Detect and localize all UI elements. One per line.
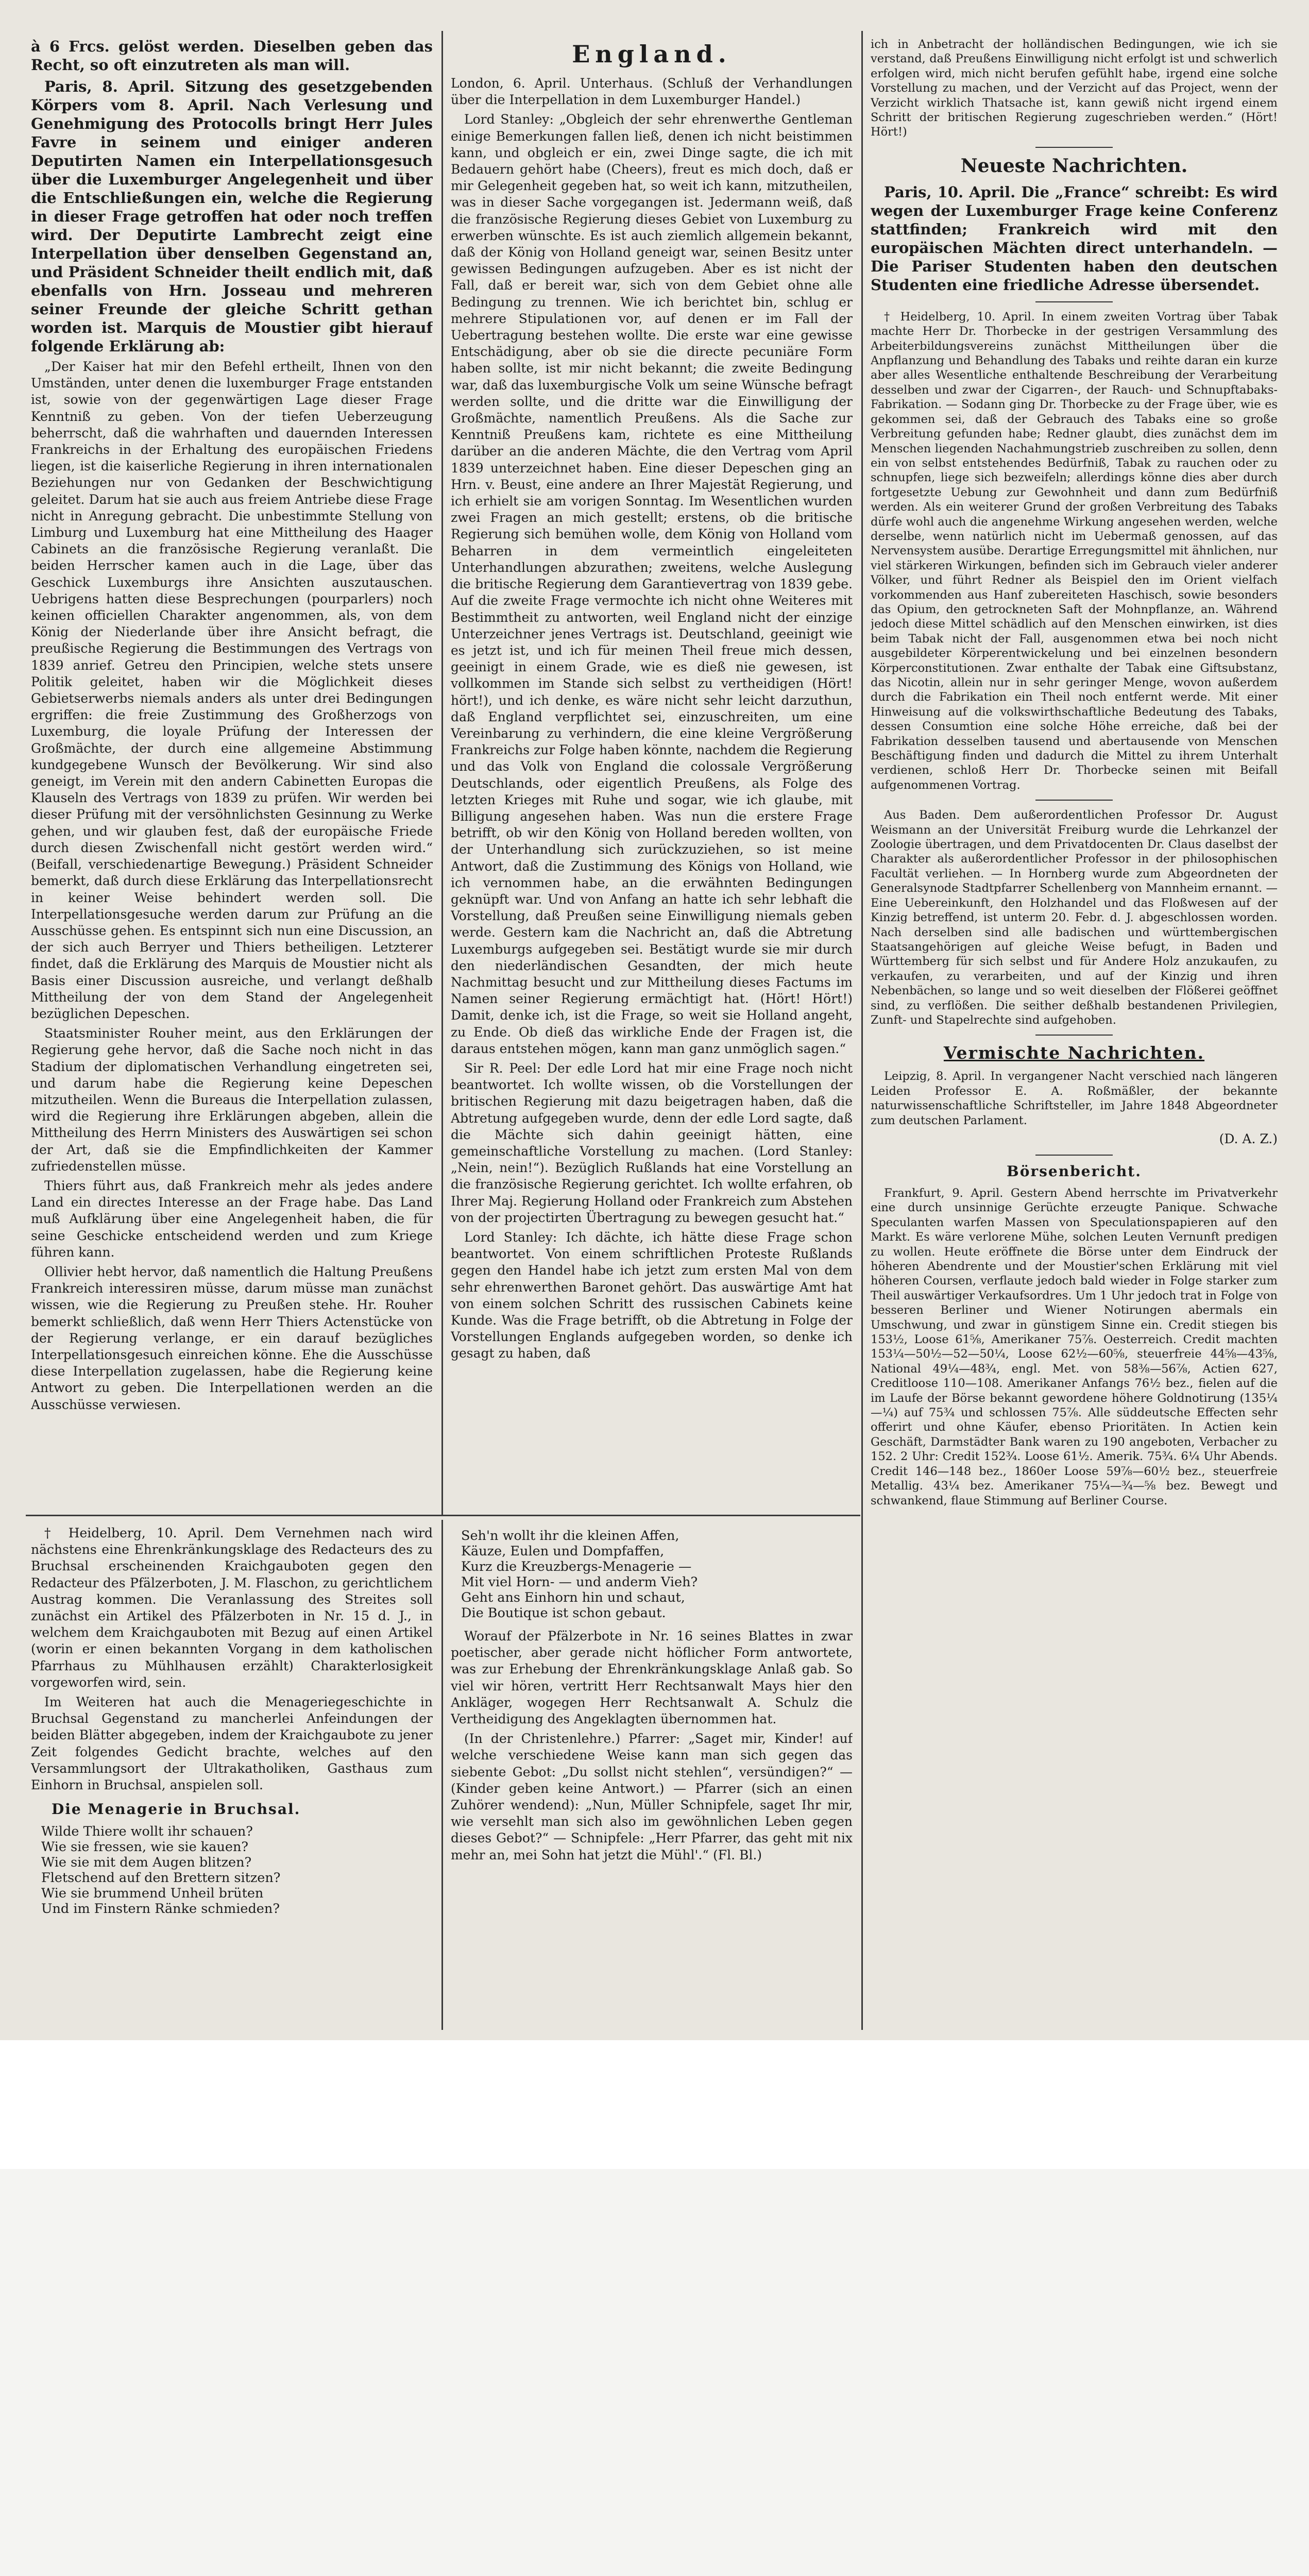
divider xyxy=(1035,1035,1113,1036)
article-paragraph: Sir R. Peel: Der edle Lord hat mir eine Frage noch nicht beantwortet. Ich wollte wissen, ob die Vorstellungen der britischen Regierung mit dazu beigetragen haben, daß die Abtretung aufgegeben wurde, denn der edle Lord sagte, daß die Mächte sich dahin geeinigt hätten, eine gemeinschaftliche Vorstellung zu machen. (Lord Stanley: „Nein, nein!“). Bezüglich Rußlands hat eine Vorstellung an die französische Regierung gerichtet. Ich wollte erfahren, ob Ihrer Maj. Regierung Holland oder Frankreich zum Abstehen von der projectirten Übertragung zu bewegen gesucht hat.“ xyxy=(451,1060,853,1225)
column-rule xyxy=(861,31,863,2030)
article-paragraph: (In der Christenlehre.) Pfarrer: „Saget mir, Kinder! auf welche verschiedene Weise kann man sich gegen das siebente Gebot: „Du sollst nicht stehlen“, versündigen?“ — (Kinder geben keine Antwort.) — Pfarrer (sich an einen Zuhörer wendend): „Nun, Müller Schnipfele, saget Ihr mir, wie versehlt man sich also im gewöhnlichen Leben gegen dieses Gebot?“ — Schnipfele: „Herr Pfarrer, das geht mit nix mehr an, mei Sohn hat jetzt die Mühl'.“ (Fl. Bl.) xyxy=(451,1731,853,1862)
column-left xyxy=(31,37,433,1505)
paris-news-paragraph: Paris, 10. April. Die „France“ schreibt: Es wird wegen der Luxemburger Frage keine Conferenz stattfinden; Frankreich wird mit den europäischen Mächten direct unterhandeln. — Die Pariser Studenten haben den deutschen Studenten eine friedliche Adresse übersendet. xyxy=(871,183,1278,294)
frankfurt-boerse-paragraph: Frankfurt, 9. April. Gestern Abend herrschte im Privatverkehr eine durch unsinnige Gerüchte erzeugte Panique. Schwache Speculanten warfen Massen von Speculationspapieren auf den Markt. Es wäre verlorene Mühe, solchen Leuten Vernunft predigen zu wollen. Heute eröffnete die Börse unter dem Eindruck der höheren Abendrente und der Moustier'schen Erklärung mit viel höheren Coursen, verflaute jedoch bald wieder in Folge starker zum Theil auswärtiger Verkaufsordres. Um 1 Uhr jedoch trat in Folge von besseren Berliner und Wiener Notirungen abermals ein Umschwung, und zwar in günstigem Sinne ein. Credit stiegen bis 153½, Loose 61⅝, Amerikaner 75⅞. Oesterreich. Credit machten 153¼—50½—52—50¼, Loose 62½—60⅝, steuerfreie 44⅝—43⅝, National 49¼—48¾, engl. Met. von 58⅜—56⅞, Actien 627, Creditloose 110—108. Amerikaner Anfangs 76½ bez., fielen auf die im Laufe der Börse bekannt gewordene höhere Goldnotirung (135¼—¼) auf 75¾ und schlossen 75⅞. Alle süddeutsche Effecten sehr offerirt und ohne Käufer, ebenso Prioritäten. In Actien kein Geschäft, Darmstädter Bank waren zu 190 angeboten, Verbacher zu 152. 2 Uhr: Credit 152¾. Loose 61½. Amerik. 75¾. 6¼ Uhr Abends. Credit 146—148 bez., 1860er Loose 59⅞—60½ bez., steuerfreie Metallig. 43¼ bez. Amerikaner 75¼—¾—⅝ bez. Bewegt und schwankend, flaue Stimmung auf Berliner Course. xyxy=(871,1186,1278,1507)
boersenbericht-heading: Börsenbericht. xyxy=(1007,1162,1142,1180)
poem-line: Kurz die Kreuzbergs-Menagerie — xyxy=(461,1559,692,1574)
article-paragraph: Lord Stanley: „Obgleich der sehr ehrenwerthe Gentleman einige Bemerkungen fallen ließ, denen ich nicht beistimmen kann, und obgleich er ein, zwei Dinge sagte, die ich mit Bedauern gehört habe (Cheers), freut es mich doch, daß er mir Gelegenheit gegeben hat, so weit ich kann, mitzutheilen, was in dieser Sache vorgegangen ist. Jedermann weiß, daß die französische Regierung dieses Gebiet von Luxemburg zu erwerben wünschte. Es ist auch ziemlich allgemein bekannt, daß der König von Holland geneigt war, seinen Besitz unter gewissen Bedingungen aufzugeben. Aber es ist nicht der Fall, daß er bereit war, sich von dem Gebiet ohne alle Bedingung zu trennen. Wie ich berichtet bin, schlug er mehrere Stipulationen vor, auf denen er im Fall der Uebertragung bestehen wollte. Die erste war eine gewisse Entschädigung, aber ob sie die directe pecuniäre Form haben sollte, ist mir nicht bekannt; die zweite Bedingung war, daß das luxemburgische Volk um seine Wünsche befragt werden sollte, und die dritte war die Einwilligung der Großmächte, namentlich Preußens. Als die Sache zur Kenntniß Preußens kam, richtete es eine Mittheilung darüber an die anderen Mächte, die den Vertrag vom April 1839 unterzeichnet haben. Eine dieser Depeschen ging an Hrn. v. Beust, eine andere an Ihrer Majestät Regierung, und ich erhielt sie am vorigen Sonntag. Im Wesentlichen wurden zwei Fragen an mich gestellt; erstens, ob die britische Regierung sich bemühen wolle, dem König von Holland vom Beharren in dem vermeintlich eingeleiteten Unterhandlungen abzurathen; zweitens, welche Auslegung die britische Regierung dem Garantievertrag von 1839 gebe. Auf die zweite Frage vermochte ich nicht ohne Weiteres mit Bestimmtheit zu antworten, weil England nicht der einzige Unterzeichner jenes Vertrags ist. Deutschland, geeinigt wie es jetzt ist, und ich für meinen Theil freue mich dessen, geeinigt in einem Grade, wie es dieß nie gewesen, ist vollkommen im Stande sich selbst zu vertheidigen (Hört! hört!), und ich denke, es wäre nicht sehr leicht darzuthun, daß England verpflichtet sei, einzuschreiten, um eine Vereinbarung zu verhindern, die eine kleine Vergrößerung Frankreichs zur Folge haben könnte, nachdem die Regierung und das Volk von England die colossale Vergrößerung Deutschlands, oder eigentlich Preußens, als Folge des letzten Krieges mit Ruhe und sogar, wie ich glaube, mit Billigung angesehen haben. Was nun die erstere Frage betrifft, ob wir den König von Holland bereden wollten, von der Unterhandlung sich zurückzuziehen, so ist meine Antwort, daß die Zustimmung des Königs von Holland, wie ich vernommen habe, an die erwähnten Bedingungen geknüpft war. Und von Anfang an hatte ich sehr lebhaft die Vorstellung, daß Preußen seine Einwilligung niemals geben werde. Gestern kam die Nachricht an, daß die Abtretung Luxemburgs aufgegeben sei. Bestätigt wurde sie mir durch den niederländischen Gesandten, der mich heute Nachmittag besucht und zur Mittheilung dieses Factums im Namen seiner Regierung ermächtigt hat. (Hört! Hört!) Damit, denke ich, ist die Frage, so weit sie Holland angeht, zu Ende. Ob dieß das wirkliche Ende der Fragen ist, die daraus entstehen mögen, kann man ganz unmöglich sagen.“ xyxy=(451,112,853,1056)
leipzig-paragraph: Leipzig, 8. April. In vergangener Nacht verschied nach längeren Leiden Professor E. A. Roßmäßler, der bekannte naturwissenschaftliche Schriftsteller, im Jahre 1848 Abgeordneter zum deutschen Parlament. xyxy=(871,1070,1278,1127)
column-middle xyxy=(451,37,853,1505)
divider xyxy=(1035,301,1113,302)
footer xyxy=(0,2040,1309,2169)
article-paragraph: Paris, 8. April. Sitzung des gesetzgebenden Körpers vom 8. April. Nach Verlesung und Genehmigung des Protocolls bringt Herr Jules Favre in seinem und einiger anderen Deputirten Namen ein Interpellationsgesuch über die Luxemburger Angelegenheit und über die Entschließungen ein, welche die Regierung in dieser Frage getroffen hat oder noch treffen wird. Der Deputirte Lambrecht zeigt eine Interpellation über denselben Gegenstand an, und Präsident Schneider theilt endlich mit, daß ebenfalls von Hrn. Josseau und mehreren seiner Freunde der gleiche Schritt gethan worden ist. Marquis de Moustier gibt hierauf folgende Erklärung ab: xyxy=(31,78,433,355)
divider xyxy=(1035,1155,1113,1156)
poem-line: Käuze, Eulen und Dompfaffen, xyxy=(461,1544,665,1559)
poem-line: Geht ans Einhorn hin und schaut, xyxy=(461,1590,685,1605)
poem-line: Wie sie brummend Unheil brüten xyxy=(41,1886,264,1902)
column-right xyxy=(871,37,1278,2021)
divider xyxy=(1035,800,1113,801)
poem-line: Die Boutique ist schon gebaut. xyxy=(461,1605,666,1621)
poem-line: Wie sie fressen, wie sie kauen? xyxy=(41,1839,249,1855)
baden-paragraph: Aus Baden. Dem außerordentlichen Professor Dr. August Weismann an der Universität Freiburg wurde die Lehrkanzel der Zoologie übertragen, und dem Privatdocenten Dr. Claus daselbst der Charakter als außerordentlicher Professor in der philosophischen Facultät verliehen. — In Hornberg wurde zum Abgeordneten der Generalsynode Stadtpfarrer Schellenberg von Mannheim ernannt. — Eine Uebereinkunft, den Holzhandel und das Floßwesen auf der Kinzig betreffend, ist unterm 20. Febr. d. J. abgeschlossen worden. Nach derselben sind alle badischen und württembergischen Staatsangehörigen auf gleiche Weise befugt, in Baden und Württemberg für sich selbst und für Andere Holz anzukaufen, zu verkaufen, zu verarbeiten, und auf der Kinzig und ihren Nebenbächen, so lange und so weit dieselben der Flößerei geöffnet sind, zu verflößen. Die seither deßhalb bestandenen Privilegien, Zunft- und Stapelrechte sind aufgehoben. xyxy=(871,808,1278,1027)
poem-line: Wilde Thiere wollt ihr schauen? xyxy=(41,1824,253,1840)
england-heading: England. xyxy=(572,40,732,68)
lower-left-column xyxy=(31,1525,433,2030)
heidelberg-tabak-paragraph: † Heidelberg, 10. April. In einem zweiten Vortrag über Tabak machte Herr Dr. Thorbecke in der gestrigen Versammlung des Arbeiterbildungsvereins zunächst Mittheilungen über die Anpflanzung und Behandlung des Tabaks und reihte daran ein kurze aber alles Wesentliche enthaltende Beschreibung der Verarbeitung desselben und zwar der Cigarren-, der Rauch- und Schnupftabaks-Fabrikation. — Sodann ging Dr. Thorbecke zu der Frage über, wie es gekommen sei, daß der Gebrauch des Tabaks eine so große Verbreitung gefunden habe; Redner glaubt, dies zunächst dem im Menschen liegenden Nachahmungstrieb zuschreiben zu sollen, denn ein von selbst entstehendes Bedürfniß, Tabak zu rauchen oder zu schnupfen, liege sich bezweifeln; allerdings könne dies aber durch fortgesetzte Uebung zur Gewohnheit und dann zum Bedürfniß werden. Als ein weiterer Grund der großen Verbreitung des Tabaks dürfe wohl auch die angenehme Wirkung angesehen werden, welche derselbe, wenn natürlich nicht im Uebermaß genossen, auf das Nervensystem ausübe. Derartige Erregungsmittel mit ähnlichen, nur viel stärkeren Wirkungen, befinden sich im Gebrauch vieler anderer Völker, und führt Redner als Beispiel den im Orient vielfach vorkommenden aus Hanf zubereiteten Haschisch, sowie besonders das Opium, den getrockneten Saft der Mohnpflanze, an. Während jedoch diese Mittel schädlich auf den Menschen einwirken, ist dies beim Tabak nicht der Fall, ausgenommen etwa bei noch nicht ausgebildeter Körperentwickelung und bei einzelnen besondern Körperconstitutionen. Zwar enthalte der Tabak eine Giftsubstanz, das Nicotin, allein nur in sehr geringer Menge, wovon außerdem durch die Fabrikation ein Theil noch entfernt werde. Mit einer Hinweisung auf die volkswirthschaftliche Bedeutung des Tabaks, dessen Consumtion eine solche Höhe erreiche, daß bei der Fabrikation desselben tausend und abertausende von Menschen Beschäftigung finden und dadurch die Mittel zu ihrem Unterhalt verdienen, schloß Herr Dr. Thorbecke seinen mit Beifall aufgenommenen Vortrag. xyxy=(871,310,1278,792)
poem-line: Seh'n wollt ihr die kleinen Affen, xyxy=(461,1528,679,1544)
vermischte-nachrichten-heading: Vermischte Nachrichten. xyxy=(943,1043,1205,1063)
column-rule xyxy=(441,31,443,1515)
article-paragraph: Lord Stanley: Ich dächte, ich hätte diese Frage schon beantwortet. Von einem schriftlichen Proteste Rußlands gegen den Handel habe ich jetzt zum ersten Mal von dem sehr ehrenwerthen Baronet gehört. Das auswärtige Amt hat von einem solchen Schritt des russischen Cabinets keine Kunde. Was die Frage betrifft, ob die Abtretung in Folge der Vorstellungen Englands aufgegeben worden, so denke ich gesagt zu haben, daß xyxy=(451,1230,853,1361)
article-paragraph: Thiers führt aus, daß Frankreich mehr als jedes andere Land ein directes Interesse an der Frage habe. Das Land muß Aufklärung über eine Angelegenheit haben, die für seine Geschicke entscheidend werden und zum Kriege führen kann. xyxy=(31,1178,433,1260)
poem-line: Mit viel Horn- — und anderm Vieh? xyxy=(461,1574,698,1590)
poem-title: Die Menagerie in Bruchsal. xyxy=(52,1801,301,1818)
article-paragraph: † Heidelberg, 10. April. Dem Vernehmen nach wird nächstens eine Ehrenkränkungsklage des Redacteurs des zu Bruchsal erscheinenden Kraichgauboten gegen den Redacteur des Pfälzerboten, J. M. Flaschon, zu gerichtlichem Austrag kommen. Die Veranlassung des Streites soll zunächst ein Artikel des Pfälzerboten in Nr. 15 d. J., in welchem dem Kraichgauboten mit Bezug auf einen Artikel (worin er einen bekannten Vorgang in dem katholischen Pfarrhaus zu Mühlhausen erzählt) Charakterlosigkeit vorgeworfen wird, sein. xyxy=(31,1526,433,1690)
poem-line: Und im Finstern Ränke schmieden? xyxy=(41,1901,280,1917)
poem-line: Wie sie mit dem Augen blitzen? xyxy=(41,1855,252,1871)
article-paragraph: Im Weiteren hat auch die Menageriegeschichte in Bruchsal Gegenstand zu mancherlei Anfeindungen der beiden Blätter abgegeben, indem der Kraichgaubote zu jener Zeit folgendes Gedicht brachte, welches auf den Versammlungsort der Ultrakatholiken, Gasthaus zum Einhorn in Bruchsal, anspielen soll. xyxy=(31,1694,433,1793)
divider xyxy=(1035,147,1113,148)
england-continuation: ich in Anbetracht der holländischen Bedingungen, wie ich sie verstand, daß Preußens Einwilligung nicht erfolgt ist und schwerlich erfolgen wird, mich nicht berufen gefühlt habe, irgend eine solche Vorstellung zu machen, und der Verzicht auf das Project, wenn der Verzicht wirklich Thatsache ist, kann gewiß nicht irgend einem Schritt der britischen Regierung zugeschrieben werden.“ (Hört! Hört!) xyxy=(871,38,1278,139)
article-paragraph: Ollivier hebt hervor, daß namentlich die Haltung Preußens Frankreich interessiren müsse, darum müsse man zunächst wissen, wie die Regierung zu Preußen stehe. Hr. Rouher bemerkt schließlich, daß wenn Herr Thiers Actenstücke von der Regierung verlange, er ein darauf bezügliches Interpellationsgesuch einreichen könne. Ehe die Ausschüsse diese Interpellation zugelassen, habe die Regierung keine Antwort zu geben. Die Interpellationen werden an die Ausschüsse verwiesen. xyxy=(31,1264,433,1412)
poem-stanza-2 xyxy=(461,1528,853,1621)
lower-middle-column xyxy=(451,1525,853,2030)
source-signature: (D. A. Z.) xyxy=(1219,1131,1278,1146)
neueste-nachrichten-heading: Neueste Nachrichten. xyxy=(960,155,1188,177)
section-rule xyxy=(26,1515,860,1516)
column-rule xyxy=(441,1520,443,2030)
england-body xyxy=(451,75,853,1362)
article-paragraph: Worauf der Pfälzerbote in Nr. 16 seines Blattes in zwar poetischer, aber gerade nicht höflicher Form antwortete, was zur Erhebung der Ehrenkränkungsklage Anlaß gab. So viel wir hören, vertritt Herr Rechtsanwalt Mays hier den Ankläger, wogegen Herr Rechtsanwalt A. Schulz die Vertheidigung des Angeklagten übernommen hat. xyxy=(451,1629,853,1727)
article-paragraph: à 6 Frcs. gelöst werden. Dieselben geben das Recht, so oft einzutreten als man will. xyxy=(31,38,433,74)
poem-line: Fletschend auf den Brettern sitzen? xyxy=(41,1870,281,1886)
article-paragraph: „Der Kaiser hat mir den Befehl ertheilt, Ihnen von den Umständen, unter denen die luxemburger Frage entstanden ist, sowie von der gegenwärtigen Lage dieser Frage Kenntniß zu geben. Von der tiefen Ueberzeugung beherrscht, daß die wahrhaften und dauernden Interessen Frankreichs in der Erhaltung des europäischen Friedens liegen, ist die kaiserliche Regierung in ihren internationalen Beziehungen nur von Gedanken der Beschwichtigung geleitet. Darum hat sie auch aus freiem Antriebe diese Frage nicht in Anregung gebracht. Die unbestimmte Stellung von Limburg und Luxemburg hat eine Mittheilung des Haager Cabinets an die französische Regierung veranlaßt. Die beiden Herrscher kamen auch in die Lage, über das Geschick Luxemburgs ihre Ansichten auszutauschen. Uebrigens hatten diese Besprechungen (pourparlers) noch keinen officiellen Charakter angenommen, als, von dem König der Niederlande über ihre Ansicht befragt, die preußische Regierung die Bestimmungen des Vertrags von 1839 anrief. Getreu den Principien, welche stets unsere Politik geleitet, haben wir die Möglichkeit dieses Gebietserwerbs niemals anders als unter drei Bedingungen ergriffen: die freie Zustimmung des Großherzogs von Luxemburg, die loyale Prüfung der Interessen der Großmächte, der durch eine allgemeine Abstimmung kundgegebene Wunsch der Bevölkerung. Wir sind also geneigt, im Verein mit den andern Cabinetten Europas die Klauseln des Vertrags von 1839 zu prüfen. Wir werden bei dieser Prüfung mit der versöhnlichsten Gesinnung zu Werke gehen, und wir glauben fest, daß der europäische Friede durch diesen Zwischenfall nicht gestört werden wird.“ (Beifall, verschiedenartige Bewegung.) Präsident Schneider bemerkt, daß durch diese Erklärung das Interpellationsrecht in keiner Weise behindert werden soll. Die Interpellationsgesuche werden darum zur Prüfung an die Ausschüsse gehen. Es entspinnt sich nun eine Discussion, an der sich auch Berryer und Thiers betheiligen. Letzterer findet, daß die Erklärung des Marquis de Moustier nicht als Basis einer Discussion ausreiche, und verlangt deßhalb Mittheilung der von dem Stand der Angelegenheit bezüglichen Depeschen. xyxy=(31,359,433,1021)
article-paragraph: Staatsminister Rouher meint, aus den Erklärungen der Regierung gehe hervor, daß die Sache noch nicht in das Stadium der diplomatischen Verhandlung eingetreten sei, und darum habe die Regierung keine Depeschen mitzutheilen. Wenn die Bureaus die Interpellation zulassen, wird die Regierung ihre Erklärungen abgeben, allein die Mittheilung des Herrn Ministers des Auswärtigen sei schon der Art, daß sie die Empfindlichkeiten der Kammer zufriedenstellen müsse. xyxy=(31,1026,433,1174)
article-paragraph: London, 6. April. Unterhaus. (Schluß der Verhandlungen über die Interpellation in dem Luxemburger Handel.) xyxy=(451,76,853,108)
poem-stanza-1 xyxy=(41,1824,433,1917)
